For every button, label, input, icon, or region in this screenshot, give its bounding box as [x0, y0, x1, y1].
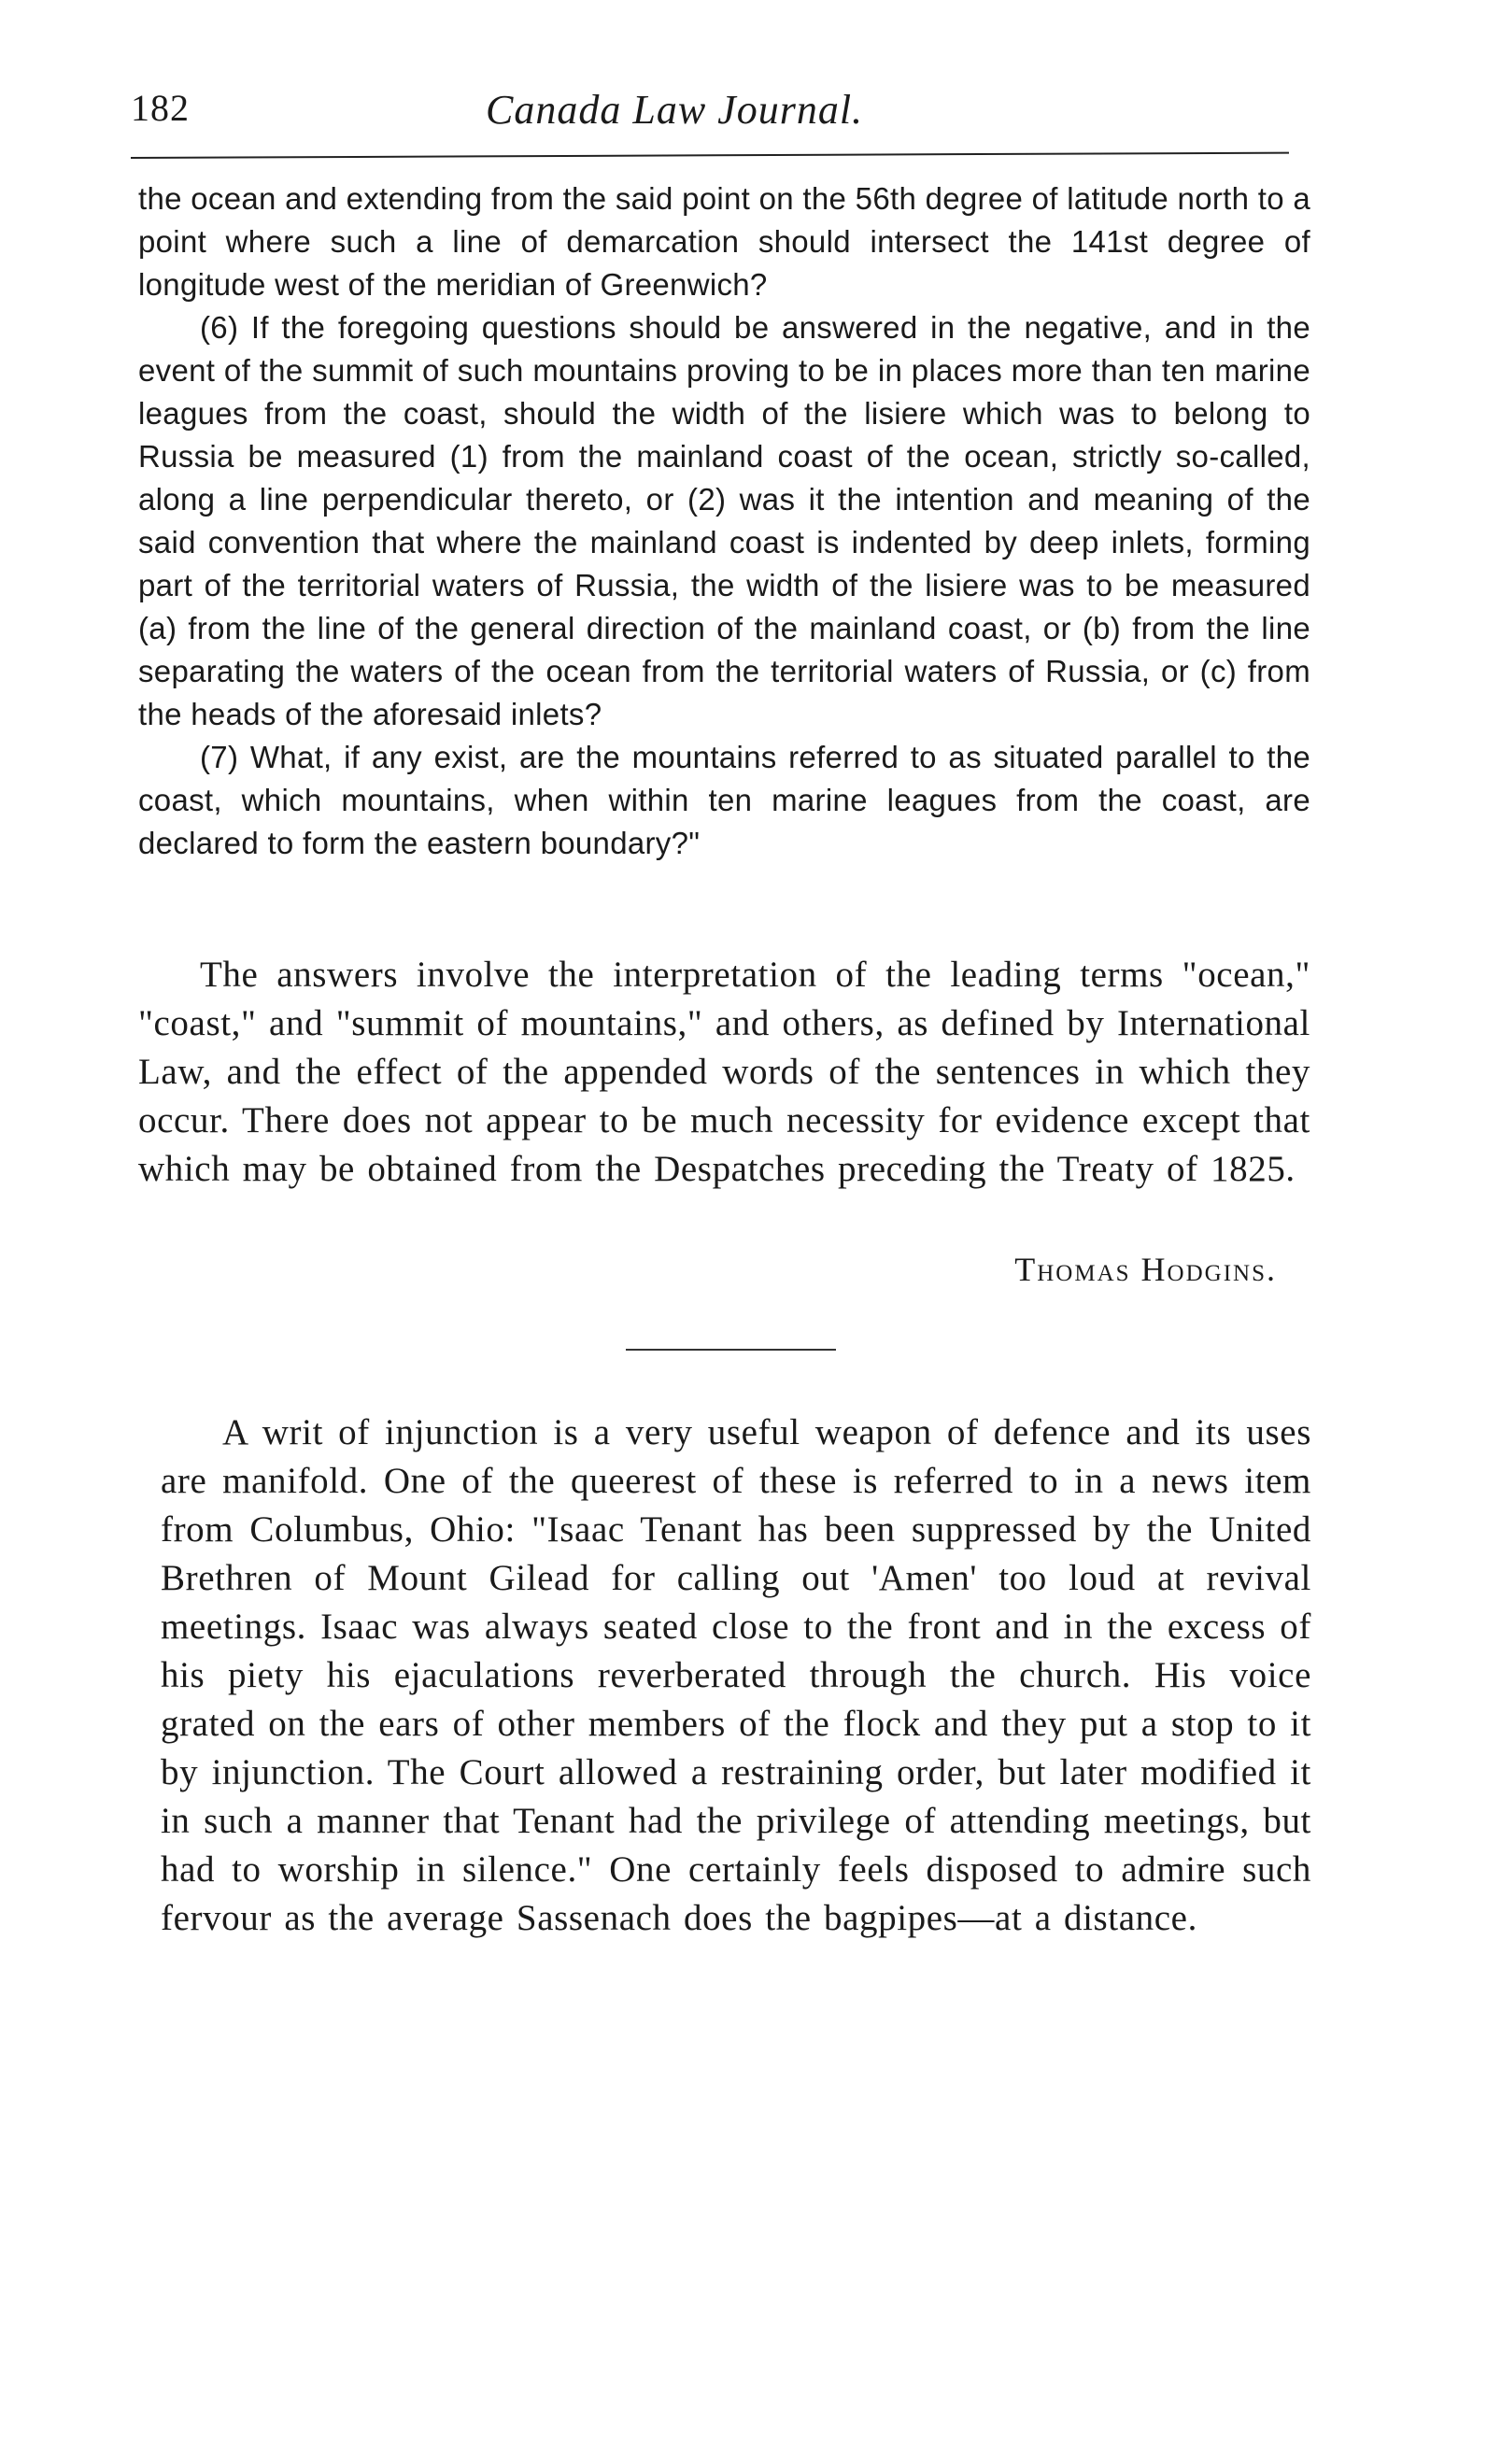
running-title: Canada Law Journal.	[486, 87, 864, 133]
article-injunction	[161, 1409, 1311, 1943]
page-number: 182	[131, 87, 190, 129]
author-signature: Thomas Hodgins.	[1014, 1251, 1277, 1288]
header-rule	[131, 152, 1289, 159]
question-6: (6) If the foregoing questions should be answered in the negative, and in the event of the summit of such mountains proving to be in places more than ten marine leagues from the coast, should the width of the lisiere which was to belong to Russia be measured (1) from the mainland coast of the ocean, strictly so-called, along a line perpendicular thereto, or (2) was it the intention and meaning of the said convention that where the mainland coast is indented by deep inlets, forming part of the territorial waters of Russia, the width of the lisiere was to be measured (a) from the line of the general direction of the mainland coast, or (b) from the line separating the waters of the ocean from the territorial waters of Russia, or (c) from the heads of the aforesaid inlets?	[138, 310, 1310, 731]
question-7: (7) What, if any exist, are the mountains referred to as situated parallel to the coast, which mountains, when within ten marine leagues from the coast, are declared to form the eastern boundary?"	[138, 740, 1310, 860]
article-paragraph: A writ of injunction is a very useful weapon of defence and its uses are manifold. One of the queerest of these is referred to in a news item from Columbus, Ohio: "Isaac Tenant has been suppressed by the United Brethren of Mount Gilead for calling out 'Amen' too loud at revival meetings. Isaac was always seated close to the front and in the excess of his piety his ejaculations reverberated through the church. His voice grated on the ears of other members of the flock and they put a stop to it by injunction. The Court allowed a restraining order, but later modified it in such a manner that Tenant had the privilege of attending meetings, but had to worship in silence." One certainly feels disposed to admire such fervour as the average Sassenach does the bagpipes—at a distance.	[161, 1412, 1311, 1938]
article-paragraph: The answers involve the interpretation of the leading terms "ocean," "coast," and "summit of mountains," and others, as defined by International Law, and the effect of the appended words of the sentences in which they occur. There does not appear to be much necessity for evidence except that which may be obtained from the Despatches preceding the Treaty of 1825.	[138, 955, 1310, 1189]
section-divider	[626, 1349, 836, 1351]
article-hodgins	[138, 951, 1310, 1194]
quoted-questions	[138, 177, 1310, 865]
question-continuation: the ocean and extending from the said point on the 56th degree of latitude north to a point where such a line of demarcation should intersect the 141st degree of longitude west of the meridian of Greenwich?	[138, 181, 1310, 302]
page-header	[131, 86, 1289, 151]
